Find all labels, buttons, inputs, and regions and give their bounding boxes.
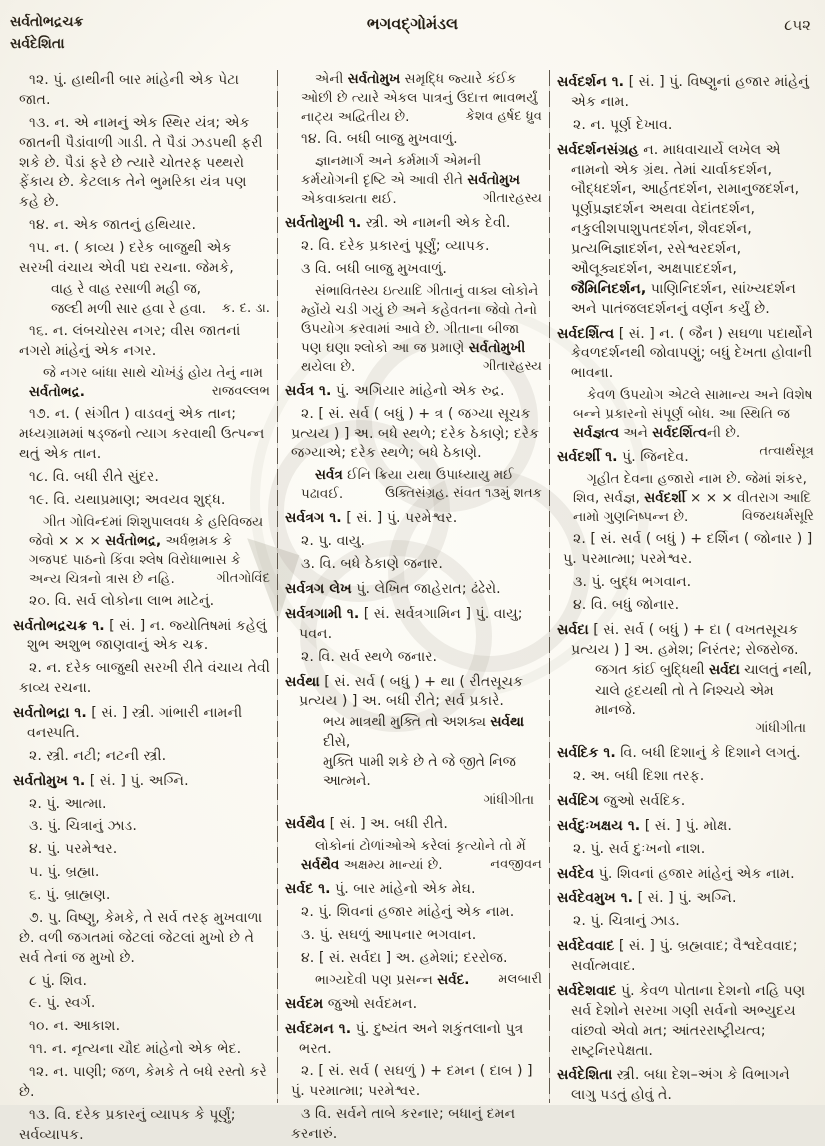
dict-sub: ૨. [ સં. સર્વ ( બધું ) + ત્ર ( જગ્યા સૂચક પ્રત્યય ) ] અ. બધે સ્થળે; દરેક ઠેકાણે; દરેક જગ્યાએ; દરેક સ્થળે; બધે ઠેકાણે.	[291, 405, 540, 462]
dict-entry: સર્વદિક ૧. વિ. બધી દિશાનું કે દિશાને લગતું.	[557, 745, 801, 762]
column-1	[6, 66, 277, 1143]
dict-sub: ૧૧. ન. નૃત્યના ચૌદ માંહેનો એક ભેદ.	[29, 1041, 242, 1058]
dict-citeline: ગાંધીગીતા	[755, 721, 806, 737]
dict-quote: ભાગ્યદેવી પણ પ્રસન્ન સર્વદ. મલબારી	[315, 971, 542, 988]
dict-sub: ૨. સ્ત્રી. નટી; નટની સ્ત્રી.	[29, 747, 167, 764]
dict-sub: ૨. [ સં. સર્વ ( સઘળું ) + દમન ( દાબ ) ] પું. પરમાત્મા; પરમેશ્વર.	[291, 1063, 533, 1100]
dict-verse: જગત કાંઈ બુદ્ધિથી સર્વદા ચાલતું નથી,	[595, 662, 812, 679]
dict-entry: સર્વતોમુખી ૧. સ્ત્રી. એ નામની એક દેવી.	[285, 215, 511, 232]
dict-entry: સર્વત્રગામી ૧. [ સં. સર્વત્રગામિન ] પું. વાયુ; પવન.	[285, 605, 523, 642]
dict-sub: ૪. વિ. બધું જોનાર.	[573, 596, 680, 613]
dict-entry: સર્વદુઃખક્ષય ૧. [ સં. ] પું. મોક્ષ.	[557, 817, 732, 834]
dict-sub: ૩ વિ. સર્વને તાબે કરનાર; બધાનું દમન કરનારું.	[291, 1106, 516, 1143]
guide-word-first: સર્વતોભદ્રચક્ર	[10, 14, 84, 30]
dict-entry: સર્વદમ જુઓ સર્વદમન.	[285, 995, 418, 1012]
dict-sub: ૩. પું. ચિત્રાનું ઝાડ.	[29, 818, 137, 835]
citation-source: તત્વાર્થસૂત્ર	[759, 444, 814, 460]
dict-entry: સર્વદા [ સં. સર્વ ( બધું ) + દા ( વખતસૂચક પ્રત્યય ) ] અ. હમેશ; નિરંતર; રોજરોજ.	[557, 621, 799, 658]
dict-sub: ૩. વિ. બધે ઠેકાણે જનાર.	[301, 556, 443, 573]
dict-sub: ૧૪. ન. એક જાતનું હથિયાર.	[29, 217, 196, 234]
dict-sub: ૩ વિ. બધી બાજુ મુખવાળું.	[301, 260, 447, 277]
dict-entry: સર્વત્રગ લેખ પું. લેખિત જાહેરાત; ઢંઢેરો.	[285, 581, 501, 598]
dict-sub: ૨. ન. દરેક બાજુથી સરખી રીતે વંચાય તેવી કાવ્ય રચના.	[19, 660, 270, 697]
dict-sub: ૨. વિ. સર્વ સ્થળે જનાર.	[301, 648, 438, 665]
dict-verse: મુક્તિ પામી શકે છે તે જે જીતે નિજ આત્મને.	[323, 753, 516, 790]
dict-sub: ૧૯. વિ. યથાપ્રમાણ; અવયવ શુદ્ધ.	[29, 491, 226, 508]
dict-entry: સર્વદેવ પું. શિવનાં હજાર માંહેનું એક નામ.	[557, 865, 795, 882]
dict-sub: ૧૦. ન. આકાશ.	[29, 1018, 121, 1035]
dict-sub: ૧૮. વિ. બધી રીતે સુંદર.	[29, 468, 159, 485]
dict-sub: ૭. પુ. વિષ્ણુ, કેમકે, તે સર્વ તરફ મુખવાળા છે. વળી જગતમાં જેટલાં જેટલાં મુખો છે તે સર્વ તેનાં જ મુખો છે.	[19, 909, 263, 966]
citation-source: વિજયધર્મસૂરિ	[741, 509, 814, 525]
citation-source: ગીતારહસ્ય	[483, 358, 542, 374]
dict-sub: ૧૨. પું. હાથીની બાર માંહેની એક પેટા જાત.	[19, 72, 240, 108]
dict-sub: ૨. પુ. વાયુ.	[301, 533, 366, 550]
dict-sub: ૨. પું. સર્વ દુઃખનો નાશ.	[573, 840, 706, 857]
dict-sub: ૬. પું. બ્રાહ્મણ.	[29, 887, 111, 904]
dict-entry: સર્વત્ર ૧. પું. અગિયાર માંહેનો એક રુદ્ર.	[285, 382, 505, 399]
book-title: ભગવદ્ગોમંડલ	[366, 14, 459, 33]
dict-quote: સંભાવિતસ્ય ઇત્યાદિ ગીતાનું વાક્ય લોકોને મ્હોંયે ચડી ગયું છે અને કહેવતના જેવો તેનો ઉપયોગ કરવામાં આવે છે. ગીતાના બીજા પણ ઘણા શ્લોકો આ જ પ્રમાણે સર્વતોમુખી થયેલા છે. ગીતારહસ્ય	[301, 282, 542, 375]
dict-quote: ગીત ગોવિન્દમાં શિશુપાલવધ કે હરિવિજય જેવો × × × સર્વતોભદ્ર, અર્ધભ્રમક કે ગજપદ પાઠનો કિંવા શ્લેષ વિરોધાભાસ કે અન્ય ચિત્રનો ત્રાસ છે નહિ. ગીતગોવિંદ	[29, 513, 270, 587]
dict-entry: સર્વતોભદ્રા ૧. [ સં. ] સ્ત્રી. ગાંભારી નામની વનસ્પતિ.	[13, 705, 243, 741]
dict-verse: ચાલે હૃદયથી તો તે નિશ્ચયે એમ માનજે.	[595, 682, 774, 719]
dict-sub: ૧૩. વિ. દરેક પ્રકારનું વ્યાપક કે પૂર્ણું; સર્વવ્યાપક.	[19, 1106, 236, 1143]
dict-sub: ૧૬. ન. લંબચોરસ નગર; વીસ જાતનાં નગરો માંહેનું એક નગર.	[19, 323, 241, 360]
citation-source: મલબારી	[498, 971, 542, 987]
dict-sub: ૩. પું. સઘળું આપનાર ભગવાન.	[301, 926, 477, 943]
dict-verse: ભય માત્રથી મુક્તિ તો અશક્ય સર્વથા દીસે,	[323, 714, 524, 750]
dict-quote: ગૃહીત દેવના હજારો નામ છે. જેમાં શંકર, શિવ, સર્વજ્ઞ, સર્વદર્શી × × × વીતરાગ આદિ નામો ગુણનિષ્પન્ન છે. વિજયધર્મસૂરિ	[573, 471, 814, 526]
dict-quote: જ્ઞાનમાર્ગ અને કર્મમાર્ગ એમની કર્મયોગની દૃષ્ટિ એ આવી રીતે સર્વતોમુખ એકવાક્યતા થઈ. ગીતારહસ્ય	[301, 152, 542, 208]
dict-quote: સર્વત્ર ઈનિ ક્રિયા યથા ઉપાધ્યાયુ મઈ પઢાવઈ. ઉક્તિસંગ્રહ. સંવત ૧૩મું શતક	[301, 467, 542, 503]
dict-entry: સર્વદર્શી ૧. પું. જિનદેવ.	[557, 449, 689, 466]
column-3	[550, 66, 821, 1103]
dict-entry: સર્વતોભદ્રચક્ર ૧. [ સં. ] ન. જ્યોતિષમાં કહેલું શુભ અશુભ જાણવાનું એક ચક્ર.	[13, 617, 267, 654]
dict-sub: ૨. વિ. દરેક પ્રકારનું પૂર્ણું; વ્યાપક.	[301, 237, 490, 254]
dict-quote: કેવળ ઉપયોગ એટલે સામાન્ય અને વિશેષ બન્ને પ્રકારનો સંપૂર્ણ બોધ. આ સ્થિતિ જ સર્વજ્ઞત્વ અને સર્વદર્શિત્વની છે. તત્વાર્થસૂત્ર	[557, 386, 814, 443]
dict-sub: ૨. ન. પૂર્ણ દેખાવ.	[573, 116, 673, 133]
dict-quote: લોકોનાં ટોળાંઓએ કરેલાં કૃત્યોને તો મેં સર્વથૈવ અક્ષમ્ય માન્યાં છે. નવજીવન	[301, 838, 542, 874]
citation-source: નવજીવન	[490, 857, 542, 873]
dict-sub: ૨. પું. આત્મા.	[29, 795, 107, 812]
page-header	[0, 12, 825, 64]
dict-sub: ૧૭. ન. ( સંગીત ) વાડવનું એક તાન; મધ્યગ્રામમાં ષડ્જનો ત્યાગ કરવાથી ઉત્પન્ન થતું એક તાન.	[19, 406, 265, 462]
dict-entry: સર્વદર્શનસંગ્રહ ન. માધવાચાર્યે લખેલ એ નામનો એક ગ્રંથ. તેમાં ચાર્વાકદર્શન, બૌદ્ધદર્શન, આર્હતદર્શન, રામાનુજદર્શન, પૂર્ણપ્રજ્ઞદર્શન અથવા વેદાંતદર્શન, નકુલીશપાશુપતદર્શન, શૈવદર્શન, પ્રત્યભિજ્ઞાદર્શન, રસેશ્વરદર્શન, ઔલૂક્યદર્શન, અક્ષપાદદર્શન, જૈમિનિદર્શન, પાણિનિદર્શન, સાંખ્યદર્શન અને પાતંજલદર્શનનું વર્ણન કર્યું છે.	[557, 141, 800, 317]
dict-sub: ૧૨. ન. પાણી; જળ, કેમકે તે બધે રસ્તો કરે છે.	[19, 1064, 267, 1100]
dict-sub: ૩. પું. બુદ્ધ ભગવાન.	[573, 573, 692, 590]
dict-sub: ૪. પું. પરમેશ્વર.	[29, 841, 118, 858]
dict-sub: ૮ પું. શિવ.	[29, 972, 88, 989]
dict-citeline: ગાંધીગીતા	[483, 792, 534, 808]
dict-entry: સર્વદેશવાદ પું. કેવળ પોતાના દેશનો નહિ પણ સર્વ દેશોને સરખા ગણી સર્વનો અભ્યુદય વાંછવો એવો મત; આંતરરાષ્ટ્રીયત્વ; રાષ્ટ્રનિરપેક્ષતા.	[557, 982, 806, 1059]
dict-entry: સર્વદેવમુખ ૧. [ સં. ] પું. અગ્નિ.	[557, 890, 737, 907]
dict-quote: જે નગર બાંધા સાથે ચોખંડું હોય તેનું નામ સર્વતોભદ્ર. રાજવલ્લભ	[29, 365, 270, 401]
dict-sub: ૧૩. ન. એ નામનું એક સ્થિર યંત્ર; એક જાતની પૈડાંવાળી ગાડી. તે પૈડાં ઝડપથી ફરી શકે છે. પૈડાં ફરે છે ત્યારે ચોતરફ પથ્થરો ફેંકાય છે. કેટલાક તેને ભુમરિકા યંત્ર પણ કહે છે.	[19, 114, 263, 211]
citation-source: કેશવ હર્ષદ ધ્રુવ	[465, 109, 542, 125]
dict-sub: ૨. અ. બધી દિશા તરફ.	[573, 768, 705, 785]
dict-entry: સર્વદ ૧. પું. બાર માંહેનો એક મેઘ.	[285, 881, 476, 898]
dict-entry: સર્વત્રગ ૧. [ સં. ] પું. પરમેશ્વર.	[285, 510, 458, 527]
citation-source: રાજવલ્લભ	[211, 384, 270, 400]
dict-entry: સર્વદમન ૧. પું. દુષ્યંત અને શકુંતલાનો પુત્ર ભરત.	[285, 1020, 524, 1057]
dict-verse: વાહ રે વાહ રસાળી મહી જ,	[51, 280, 201, 297]
dict-sub: ૨. પું. ચિત્રાનું ઝાડ.	[573, 913, 680, 930]
dict-sub: ૨૦. વિ. સર્વ લોકોના લાભ માટેનું.	[29, 592, 215, 609]
dictionary-columns	[6, 66, 821, 1143]
dict-sub: ૨. પું. શિવનાં હજાર માંહેનું એક નામ.	[301, 904, 515, 921]
dict-entry: સર્વતોમુખ ૧. [ સં. ] પું. અગ્નિ.	[13, 772, 189, 789]
dict-entry: સર્વદર્શિત્વ [ સં. ] ન. ( જૈન ) સઘળા પદાર્થોને કેવળદર્શનથી જોવાપણું; બધું દેખતા હોવાની ભાવના.	[557, 325, 813, 382]
dict-sub: ૨. [ સં. સર્વ ( બધું ) + દર્શિન ( જોનાર ) ] પુ. પરમાત્મા; પરમેશ્વર.	[563, 531, 813, 568]
dict-sub: ૧૪. વિ. બધી બાજુ મુખવાળું.	[301, 131, 458, 148]
dict-entry: સર્વદેવવાદ [ સં. ] પું. બ્રહ્મવાદ; વૈશ્વદેવવાદ; સર્વાત્મવાદ.	[557, 938, 798, 975]
dict-entry: સર્વથા [ સં. સર્વ ( બધું ) + થા ( રીતસૂચક પ્રત્યય ) ] અ. બધી રીતે; સર્વ પ્રકારે.	[285, 673, 524, 710]
page-number: ૮૫૨	[784, 16, 811, 34]
citation-source: ઉક્તિસંગ્રહ. સંવત ૧૩મું શતક	[385, 486, 542, 502]
dict-entry: સર્વદિગ જુઓ સર્વદિક.	[557, 792, 686, 809]
citation-source: ક. દ. ડા.	[221, 301, 270, 317]
citation-source: ગીતગોવિંદ	[216, 570, 270, 586]
column-2	[278, 66, 549, 1143]
dict-quote: એની સર્વતોમુખ સમૃદ્ધિ જ્યારે કંઈક ઓછી છે ત્યારે એકલ પાત્રનું ઉદાત્ત ભાવભર્યું નાટ્ય અદ્વિતીય છે. કેશવ હર્ષદ ધ્રુવ	[301, 71, 542, 126]
dict-sub: ૫. પું. બ્રહ્મા.	[29, 864, 100, 881]
citation-source: ગીતારહસ્ય	[483, 191, 542, 207]
dict-entry: સર્વદર્શન ૧. [ સં. ] પું. વિષ્ણુનાં હજાર માંહેનું એક નામ.	[557, 74, 809, 110]
dict-verse: જલ્દી મળી સાર હવા રે હવા. ક. દ. ડા.	[51, 301, 270, 318]
dict-sub: ૪. [ સં. સર્વદા ] અ. હમેશાં; દરરોજ.	[301, 949, 508, 966]
guide-word-last: સર્વદેશિતા	[10, 35, 65, 52]
dict-entry: સર્વથૈવ [ સં. ] અ. બધી રીતે.	[285, 816, 448, 833]
dict-entry: સર્વદેશિતા સ્ત્રી. બધા દેશ–અંગ કે વિભાગને લાગુ પડતું હોવું તે.	[557, 1067, 790, 1104]
dict-sub: ૧૫. ન. ( કાવ્ય ) દરેક બાજુથી એક સરખી વંચાય એવી પદ્ય રચના. જેમકે,	[19, 240, 234, 276]
dict-sub: ૯. પું. સ્વર્ગ.	[29, 995, 96, 1012]
